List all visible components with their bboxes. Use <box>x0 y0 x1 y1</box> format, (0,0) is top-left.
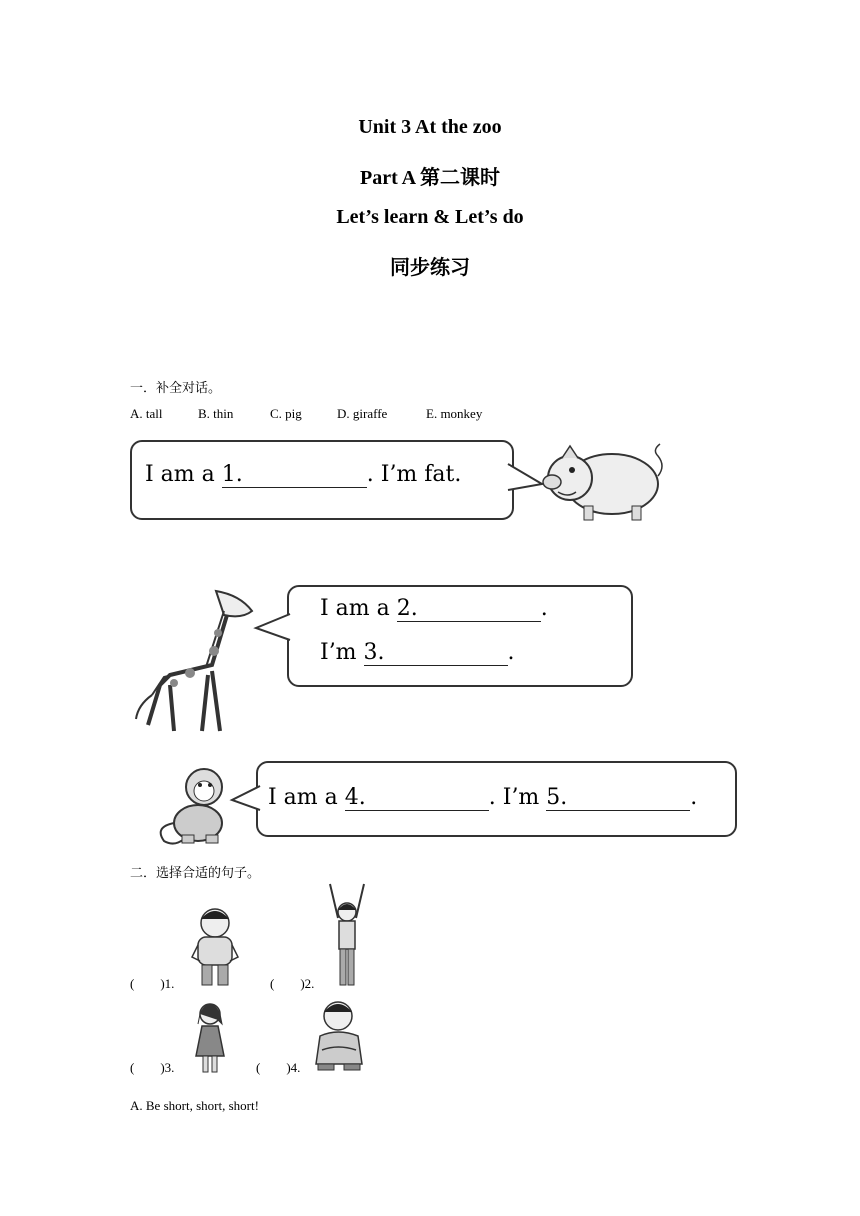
bubble-tail-3 <box>228 782 262 814</box>
answer-a: A. Be short, short, short! <box>130 1098 259 1113</box>
bubble-tail-2 <box>252 610 292 646</box>
kid-girl-icon <box>192 1000 228 1074</box>
option-e: E. monkey <box>426 406 483 421</box>
blank-4[interactable]: 4. <box>345 785 489 811</box>
option-b: B. thin <box>198 406 234 421</box>
kid-fat-icon <box>190 905 240 987</box>
bubble-3-text: I am a 4. . I’m 5. . <box>268 785 698 810</box>
title-practice: 同步练习 <box>390 257 470 279</box>
title-part: Part A 第二课时 <box>360 167 500 189</box>
option-c: C. pig <box>270 406 302 421</box>
item-2[interactable]: ( )2. <box>270 976 315 991</box>
item-3[interactable]: ( )3. <box>130 1060 175 1075</box>
kid-short-icon <box>314 1000 364 1072</box>
blank-2[interactable]: 2. <box>397 596 541 622</box>
kid-tall-icon <box>326 882 368 988</box>
item-1[interactable]: ( )1. <box>130 976 175 991</box>
blank-5[interactable]: 5. <box>546 785 690 811</box>
pig-icon <box>540 436 665 524</box>
title-lesson: Let’s learn & Let’s do <box>336 206 524 228</box>
option-d: D. giraffe <box>337 406 388 421</box>
section1-heading: 一．补全对话。 <box>130 380 222 395</box>
bubble-2-line2: I’m 3. . <box>320 640 515 665</box>
bubble-1-text: I am a 1. . I’m fat. <box>145 462 462 487</box>
monkey-icon <box>148 765 240 845</box>
option-a: A. tall <box>130 406 163 421</box>
blank-3[interactable]: 3. <box>364 640 508 666</box>
giraffe-icon <box>130 585 270 737</box>
title-unit: Unit 3 At the zoo <box>358 116 502 138</box>
blank-1[interactable]: 1. <box>222 462 367 488</box>
section2-heading: 二．选择合适的句子。 <box>130 865 261 880</box>
item-4[interactable]: ( )4. <box>256 1060 301 1075</box>
bubble-2-line1: I am a 2. . <box>320 596 548 621</box>
